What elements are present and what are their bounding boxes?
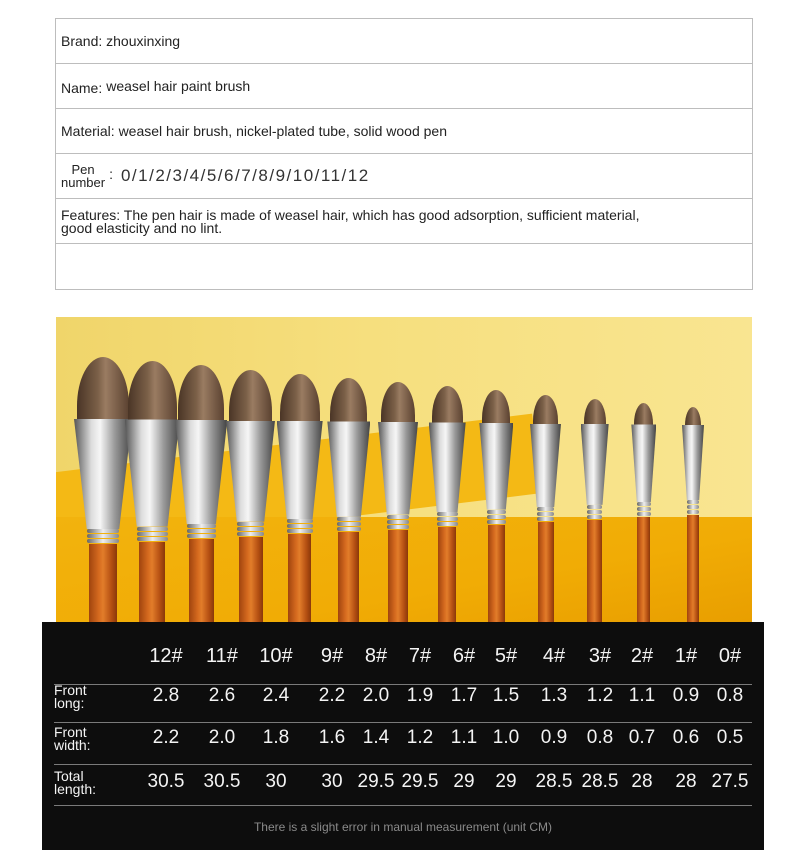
brush-illustration <box>175 365 227 627</box>
brush-ring <box>637 502 651 506</box>
spec-row-empty <box>56 244 752 289</box>
brush-handle <box>587 520 602 627</box>
brush-ring <box>537 517 554 521</box>
brush-ring <box>587 515 603 519</box>
brand-text: Brand: zhouxinxing <box>61 33 181 49</box>
total-length-label-line-1: Total <box>54 768 84 784</box>
spec-row-features <box>56 199 752 244</box>
front-long-cell: 1.9 <box>406 685 434 706</box>
size-header-cell: 5# <box>494 644 518 667</box>
brush-handle <box>338 532 359 627</box>
brush-ring <box>387 515 409 519</box>
brush-hair <box>229 370 272 429</box>
material-text: Material: weasel hair brush, nickel-plated tube, solid wood pen <box>61 123 447 139</box>
brush-ferrule <box>125 419 180 526</box>
brush-ring <box>637 507 651 511</box>
name-value: weasel hair paint brush <box>106 78 251 94</box>
front-width-label-line-2: width: <box>54 737 91 753</box>
brush-hair <box>280 374 320 429</box>
front-long-cell: 2.6 <box>208 685 236 706</box>
brush-ring <box>87 534 119 538</box>
brush-ferrule <box>530 424 561 508</box>
front-long-cell: 2.8 <box>152 685 180 706</box>
brush-ring <box>337 527 361 531</box>
total-length-cell: 30 <box>321 771 343 792</box>
size-header-cell: 6# <box>452 644 476 667</box>
size-header-cell: 12# <box>149 644 183 667</box>
total-length-cell: 30 <box>265 771 287 792</box>
pen-label-line-2: number <box>61 175 106 190</box>
brush-ring <box>137 532 168 536</box>
brush-ring <box>337 522 361 526</box>
front-width-cell: 0.8 <box>586 727 614 748</box>
front-long-cell: 1.5 <box>492 685 520 706</box>
front-width-cell: 2.0 <box>208 727 236 748</box>
brush-ring <box>487 520 506 524</box>
spec-row-brand <box>56 19 752 64</box>
brush-ring <box>437 512 458 516</box>
brush-ring <box>187 524 216 528</box>
brush-ring <box>537 512 554 516</box>
brush-ring <box>87 529 119 533</box>
brush-ring <box>387 525 409 529</box>
front-long-label-line-2: long: <box>54 695 85 711</box>
front-width-cell: 2.2 <box>152 727 180 748</box>
brush-illustration <box>682 407 704 627</box>
brush-ferrule <box>327 421 370 516</box>
brush-hair <box>77 357 129 427</box>
brush-handle <box>288 534 311 627</box>
front-width-cell: 0.6 <box>672 727 700 748</box>
front-width-cell: 0.9 <box>540 727 568 748</box>
brush-handle <box>239 537 263 627</box>
brush-ring <box>537 507 554 511</box>
brush-ring <box>637 512 651 516</box>
total-length-cell: 29 <box>495 771 517 792</box>
pen-number-label <box>61 163 105 189</box>
brush-handle <box>687 515 699 627</box>
brush-ring <box>687 500 699 504</box>
size-header-cell: 11# <box>206 644 238 667</box>
brush-ferrule <box>581 424 609 505</box>
spec-table <box>55 18 753 290</box>
brush-illustration <box>226 370 275 628</box>
brush-ring <box>387 520 409 524</box>
spec-row-material <box>56 109 752 154</box>
pen-colon: : <box>109 166 113 182</box>
product-photo <box>56 317 752 627</box>
size-header-cell: 1# <box>674 644 698 667</box>
brush-ring <box>487 510 506 514</box>
front-long-cell: 1.3 <box>540 685 568 706</box>
front-width-cell: 1.2 <box>406 727 434 748</box>
brush-ring <box>287 529 313 533</box>
front-width-cell: 1.8 <box>262 727 290 748</box>
brush-ring <box>287 524 313 528</box>
brush-ring <box>437 517 458 521</box>
front-long-label <box>54 684 87 710</box>
brush-ferrule <box>74 419 132 529</box>
brush-ring <box>137 537 168 541</box>
front-width-label-line-1: Front <box>54 724 87 740</box>
features-line-2: good elasticity and no lint. <box>61 220 223 236</box>
total-length-cell: 29.5 <box>357 771 395 792</box>
brush-hair <box>128 361 177 427</box>
brush-ring <box>437 522 458 526</box>
brush-ring <box>587 505 603 509</box>
brush-ring <box>137 527 168 531</box>
brush-ring <box>237 527 264 531</box>
front-width-cell: 0.7 <box>628 727 656 748</box>
brush-ferrule <box>226 421 275 522</box>
brush-illustration <box>74 357 132 627</box>
brush-handle <box>438 527 457 627</box>
spec-row-pen-number <box>56 154 752 199</box>
total-length-label-line-2: length: <box>54 781 97 797</box>
brush-illustration <box>378 382 418 627</box>
brush-illustration <box>530 395 561 628</box>
brush-ring <box>187 534 216 538</box>
brush-ring <box>687 510 699 514</box>
total-length-cell: 28.5 <box>535 771 573 792</box>
brush-handle <box>388 530 408 628</box>
size-header-cell: 8# <box>364 644 388 667</box>
pen-label-line-1: Pen <box>71 162 95 177</box>
size-header-cell: 4# <box>542 644 566 667</box>
total-length-label <box>54 770 96 796</box>
brush-ferrule <box>682 425 704 500</box>
brush-ring <box>687 505 699 509</box>
brush-ring <box>287 519 313 523</box>
brush-ferrule <box>175 420 227 524</box>
spec-row-name <box>56 64 752 109</box>
pen-number-value: 0/1/2/3/4/5/6/7/8/9/10/11/12 <box>120 166 370 185</box>
total-length-cell: 30.5 <box>147 771 185 792</box>
brush-illustration <box>479 390 513 627</box>
brush-handle <box>538 522 554 627</box>
measurement-panel <box>42 622 764 850</box>
total-length-cell: 29 <box>453 771 475 792</box>
front-long-cell: 2.2 <box>318 685 346 706</box>
total-length-row <box>42 756 764 808</box>
total-length-cell: 28 <box>631 771 653 792</box>
front-width-cell: 1.4 <box>362 727 390 748</box>
front-long-cell: 2.0 <box>362 685 390 706</box>
size-header-cell: 0# <box>718 644 742 667</box>
brush-handle <box>89 544 117 627</box>
front-long-cell: 0.8 <box>716 685 744 706</box>
brush-ring <box>487 515 506 519</box>
front-long-cell: 1.2 <box>586 685 614 706</box>
brush-ring <box>587 510 603 514</box>
brush-ferrule <box>479 423 513 510</box>
size-header-cell: 3# <box>588 644 612 667</box>
brush-illustration <box>277 374 323 627</box>
brush-ring <box>237 522 264 526</box>
brush-illustration <box>429 386 466 627</box>
front-width-cell: 1.1 <box>450 727 478 748</box>
brush-hair <box>178 365 224 428</box>
brush-handle <box>637 517 650 627</box>
front-width-cell: 0.5 <box>716 727 744 748</box>
size-header-cell: 10# <box>259 644 293 667</box>
front-long-cell: 1.7 <box>450 685 478 706</box>
brush-ring <box>337 517 361 521</box>
front-long-cell: 0.9 <box>672 685 700 706</box>
features-text <box>61 207 639 235</box>
size-header-cell: 9# <box>320 644 344 667</box>
brush-ferrule <box>631 424 656 502</box>
divider-total-length <box>54 805 752 806</box>
front-long-cell: 2.4 <box>262 685 290 706</box>
size-header-cell: 7# <box>408 644 432 667</box>
front-width-label <box>54 726 91 752</box>
brush-illustration <box>125 361 180 627</box>
front-width-cell: 1.0 <box>492 727 520 748</box>
total-length-cell: 28 <box>675 771 697 792</box>
brush-ferrule <box>277 421 323 519</box>
brush-handle <box>189 539 214 627</box>
name-label: Name: <box>61 80 103 96</box>
brush-handle <box>488 525 505 627</box>
total-length-cell: 29.5 <box>401 771 439 792</box>
measurement-note: There is a slight error in manual measurement (unit CM) <box>253 820 553 834</box>
brush-ferrule <box>378 422 418 515</box>
brush-ring <box>87 539 119 543</box>
size-header-cell: 2# <box>630 644 654 667</box>
brush-illustration <box>631 403 656 627</box>
total-length-cell: 28.5 <box>581 771 619 792</box>
front-long-label-line-1: Front <box>54 682 87 698</box>
total-length-cell: 27.5 <box>711 771 749 792</box>
brush-ferrule <box>429 422 466 512</box>
brush-illustration <box>327 378 370 627</box>
features-line-1: Features: The pen hair is made of weasel hair, which has good adsorption, sufficient material, <box>61 207 640 223</box>
total-length-cell: 30.5 <box>203 771 241 792</box>
brush-ring <box>187 529 216 533</box>
front-width-cell: 1.6 <box>318 727 346 748</box>
front-long-cell: 1.1 <box>628 685 656 706</box>
brush-illustration <box>581 399 609 627</box>
brush-ring <box>237 532 264 536</box>
brush-handle <box>139 542 166 627</box>
